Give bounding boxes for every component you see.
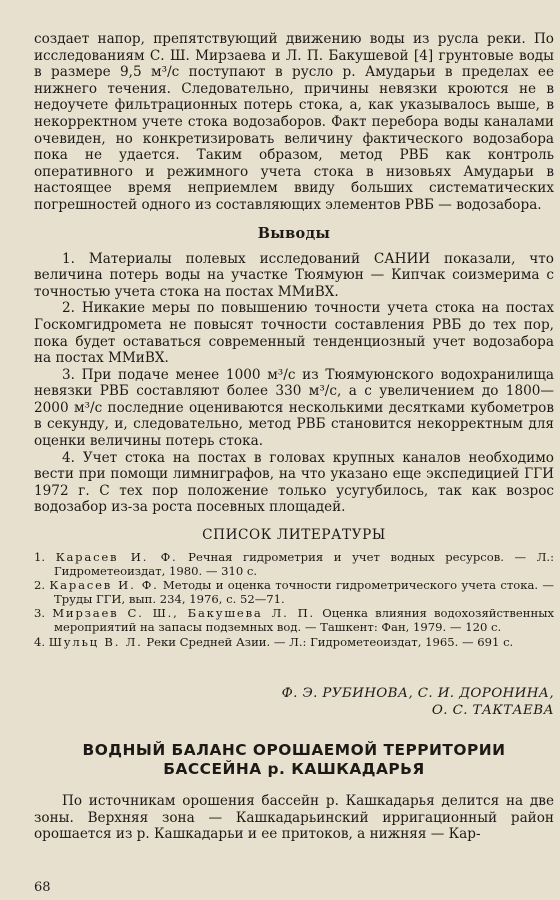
reference-item-1 — [34, 551, 554, 578]
next-article-first-paragraph: По источникам орошения бассейн р. Кашкадарья делится на две зоны. Верхняя зона — Кашкадарьинский ирригационный район орошается из р. Кашкадарьи и ее притоков, а нижняя — Кар- — [34, 793, 554, 843]
next-article-authors — [34, 685, 554, 719]
reference-number: 3. — [34, 606, 46, 621]
references-list — [34, 551, 554, 649]
reference-item-3 — [34, 607, 554, 634]
reference-text: Речная гидрометрия и учет водных ресурсов. — Л.: Гидрометеоиздат, 1980. — 310 с. — [54, 550, 555, 578]
reference-text: Оценка влияния водохозяйственных мероприятий на запасы подземных вод. — Ташкент: Фан, 1979. — 120 с. — [54, 606, 555, 634]
authors-line-1: Ф. Э. РУБИНОВА, С. И. ДОРОНИНА, — [281, 686, 554, 702]
reference-number: 2. — [34, 578, 46, 593]
next-article-title — [34, 741, 554, 779]
reference-number: 1. — [34, 550, 46, 565]
reference-number: 4. — [34, 634, 46, 649]
reference-text: Методы и оценка точности гидрометрического учета стока. — Труды ГГИ, вып. 234, 1976, с. 52—71. — [54, 578, 554, 606]
conclusion-item-2: 2. Никакие меры по повышению точности учета стока на постах Госкомгидромета не повысят точности составления РВБ до тех пор, пока будет оставаться современный тенденциозный учет водозабора на постах ММиВХ. — [34, 300, 554, 367]
reference-author: Шульц В. Л. — [48, 634, 143, 649]
reference-author: Мирзаев С. Ш., Бакушева Л. П. — [52, 606, 315, 621]
article-title-line-2: БАССЕЙНА р. КАШКАДАРЬЯ — [163, 760, 425, 779]
reference-text: Реки Средней Азии. — Л.: Гидрометеоиздат, 1965. — 691 с. — [146, 634, 514, 649]
reference-author: Карасев И. Ф. — [49, 578, 159, 593]
conclusion-item-3: 3. При подаче менее 1000 м³/с из Тюямуюнского водохранилища невязки РВБ составляют более 330 м³/с, а с увеличением до 1800—2000 м³/с последние оцениваются несколькими десятками кубометров в секунду, и, следовательно, метод РВБ становится некорректным для оценки величины потерь стока. — [34, 366, 554, 450]
conclusions-heading: Выводы — [257, 224, 331, 242]
references-heading: СПИСОК ЛИТЕРАТУРЫ — [202, 527, 386, 544]
authors-line-2: О. С. ТАКТАЕВА — [431, 703, 554, 719]
reference-author: Карасев И. Ф. — [55, 550, 178, 565]
page-number: 68 — [34, 880, 51, 895]
reference-item-2 — [34, 579, 554, 606]
conclusion-item-1: 1. Материалы полевых исследований САНИИ показали, что величина потерь воды на участке Тюямуюн — Кипчак соизмерима с точностью учета стока на постах ММиВХ. — [34, 250, 554, 300]
intro-paragraph: создает напор, препятствующий движению воды из русла реки. По исследованиям С. Ш. Мирзаева и Л. П. Бакушевой [4] грунтовые воды в размере 9,5 м³/с поступают в русло р. Амударьи в пределах ее нижнего течения. Следовательно, причины невязки кроются не в недоучете фильтрационных потерь стока, а, как указывалось выше, в некорректном учете стока водозаборов. Факт перебора воды каналами очевиден, но конкретизировать величину фактического водозабора пока не удается. Таким образом, метод РВБ как контроль оперативного и режимного учета стока в низовьях Амударьи в настоящее время неприемлем ввиду больших систематических погрешностей одного из составляющих элементов РВБ — водозабора. — [34, 31, 554, 213]
conclusion-item-4: 4. Учет стока на постах в головах крупных каналов необходимо вести при помощи лимниграфов, на что указано еще экспедицией ГГИ 1972 г. С тех пор положение только усугубилось, так как возрос водозабор из-за роста посевных площадей. — [34, 449, 554, 516]
reference-item-4 — [34, 636, 554, 650]
article-title-line-1: ВОДНЫЙ БАЛАНС ОРОШАЕМОЙ ТЕРРИТОРИИ — [82, 741, 506, 760]
